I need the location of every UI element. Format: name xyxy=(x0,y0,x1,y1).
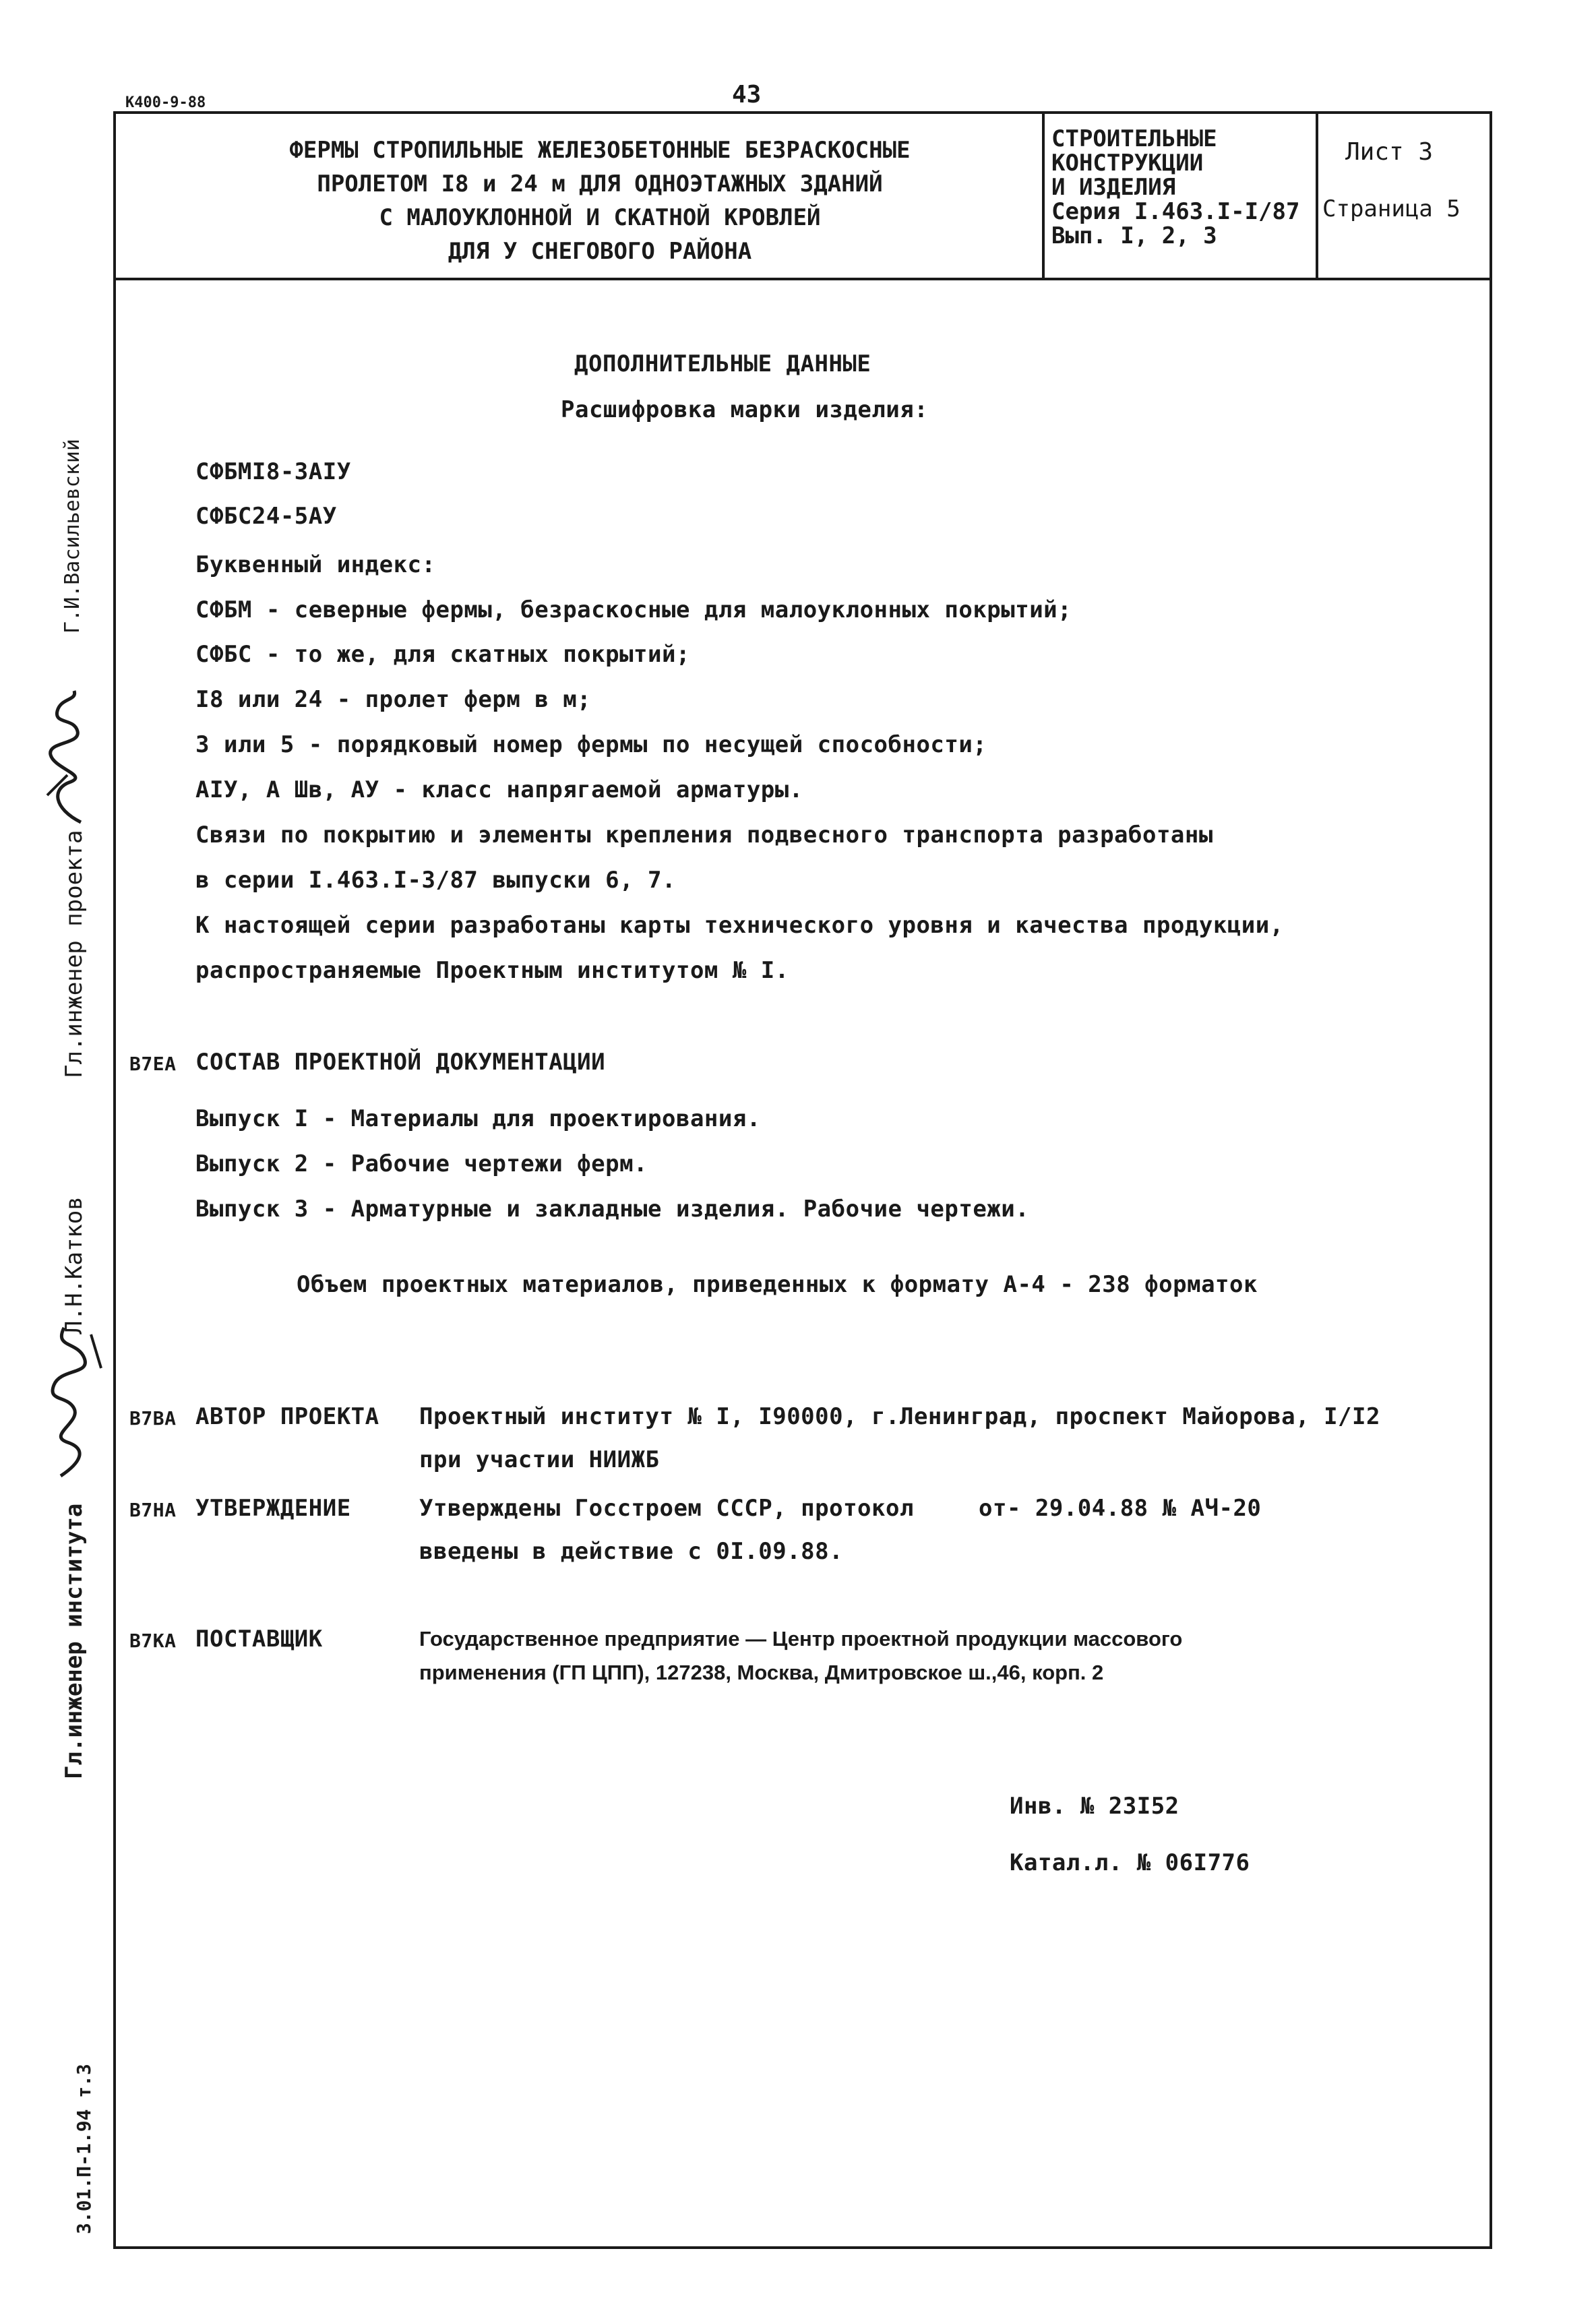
section-title: ДОПОЛНИТЕЛЬНЫЕ ДАННЫЕ xyxy=(574,350,871,377)
author-code: В7ВА xyxy=(129,1407,177,1429)
mark-2: СФБС24-5АУ xyxy=(195,503,337,530)
issue-line: Выпуск 2 - Рабочие чертежи ферм. xyxy=(195,1150,648,1177)
header-title xyxy=(243,133,957,268)
header-divider-1 xyxy=(1042,111,1045,280)
doc-code: К400-9-88 xyxy=(125,94,206,111)
chief-engineer-institute-label: Гл.инженер института xyxy=(61,1503,88,1779)
supplier-code: В7КА xyxy=(129,1630,177,1652)
series-line: Серия I.463.I-I/87 xyxy=(1051,198,1300,225)
page-label: Страница 5 xyxy=(1322,195,1461,222)
issue-line: Выпуск 3 - Арматурные и закладные изделия. Рабочие чертежи. xyxy=(195,1196,1030,1223)
series-line: СТРОИТЕЛЬНЫЕ xyxy=(1051,125,1217,152)
volume-line: Объем проектных материалов, приведенных к формату А-4 - 238 форматок xyxy=(297,1271,1258,1298)
index-label: Буквенный индекс: xyxy=(195,551,436,578)
catalog-number: Катал.л. № 06I776 xyxy=(1010,1849,1250,1876)
index-line: СФБС - то же, для скатных покрытий; xyxy=(195,641,690,668)
para-line: Связи по покрытию и элементы крепления подвесного транспорта разработаны xyxy=(195,822,1213,849)
approval-code: В7НА xyxy=(129,1499,177,1521)
index-line: 3 или 5 - порядковый номер фермы по несущей способности; xyxy=(195,731,987,758)
supplier-label: ПОСТАВЩИК xyxy=(195,1626,323,1653)
mark-1: СФБМI8-3АIУ xyxy=(195,458,351,485)
page-number: 43 xyxy=(732,81,762,109)
approval-line: Утверждены Госстроем СССР, протокол xyxy=(419,1495,914,1522)
title-line: ПРОЛЕТОМ I8 и 24 м ДЛЯ ОДНОЭТАЖНЫХ ЗДАНИЙ xyxy=(317,171,883,197)
index-line: СФБМ - северные фермы, безраскосные для малоуклонных покрытий; xyxy=(195,596,1072,623)
signature-project xyxy=(40,687,94,829)
chief-engineer-project-name: Г.И.Васильевский xyxy=(61,439,84,634)
series-line: И ИЗДЕЛИЯ xyxy=(1051,174,1176,201)
para-line: в серии I.463.I-3/87 выпуски 6, 7. xyxy=(195,867,676,894)
approval-date: от- 29.04.88 № АЧ-20 xyxy=(979,1495,1262,1522)
supplier-line: Государственное предприятие — Центр проектной продукции массового xyxy=(419,1627,1183,1651)
title-line: ДЛЯ У СНЕГОВОГО РАЙОНА xyxy=(448,238,752,265)
author-line: при участии НИИЖБ xyxy=(419,1446,660,1473)
series-line: Вып. I, 2, 3 xyxy=(1051,222,1217,249)
subtitle: Расшифровка марки изделия: xyxy=(561,396,929,423)
approval-effective: введены в действие с 0I.09.88. xyxy=(419,1538,844,1565)
composition-code: В7ЕА xyxy=(129,1053,177,1075)
header-divider-2 xyxy=(1316,111,1318,280)
author-line: Проектный институт № I, I90000, г.Ленинград, проспект Майорова, I/I2 xyxy=(419,1403,1380,1430)
chief-engineer-institute-name: Л.Н.Катков xyxy=(61,1196,88,1334)
supplier-line: применения (ГП ЦПП), 127238, Москва, Дмитровское ш.,46, корп. 2 xyxy=(419,1661,1104,1684)
chief-engineer-project-label: Гл.инженер проекта xyxy=(61,830,88,1078)
title-line: С МАЛОУКЛОННОЙ И СКАТНОЙ КРОВЛЕЙ xyxy=(379,204,821,231)
index-line: I8 или 24 - пролет ферм в м; xyxy=(195,686,592,713)
series-line: КОНСТРУКЦИИ xyxy=(1051,150,1204,177)
sheet-label: Лист 3 xyxy=(1345,138,1434,166)
header-series xyxy=(1051,127,1314,248)
inventory-number: Инв. № 23I52 xyxy=(1010,1793,1179,1820)
bottom-code: 3.01.П-1.94 т.3 xyxy=(73,2064,95,2234)
para-line: К настоящей серии разработаны карты технического уровня и качества продукции, xyxy=(195,912,1284,939)
issue-line: Выпуск I - Материалы для проектирования. xyxy=(195,1105,761,1132)
approval-label: УТВЕРЖДЕНИЕ xyxy=(195,1495,351,1522)
header-bottom-rule xyxy=(113,278,1492,280)
title-line: ФЕРМЫ СТРОПИЛЬНЫЕ ЖЕЛЕЗОБЕТОННЫЕ БЕЗРАСКОСНЫЕ xyxy=(289,137,911,164)
para-line: распространяемые Проектным институтом № I. xyxy=(195,957,789,984)
author-label: АВТОР ПРОЕКТА xyxy=(195,1403,379,1430)
composition-title: СОСТАВ ПРОЕКТНОЙ ДОКУМЕНТАЦИИ xyxy=(195,1049,606,1076)
index-line: АIУ, А Шв, АУ - класс напрягаемой арматуры. xyxy=(195,776,803,803)
signature-institute xyxy=(34,1321,108,1483)
page-frame xyxy=(113,111,1492,2249)
